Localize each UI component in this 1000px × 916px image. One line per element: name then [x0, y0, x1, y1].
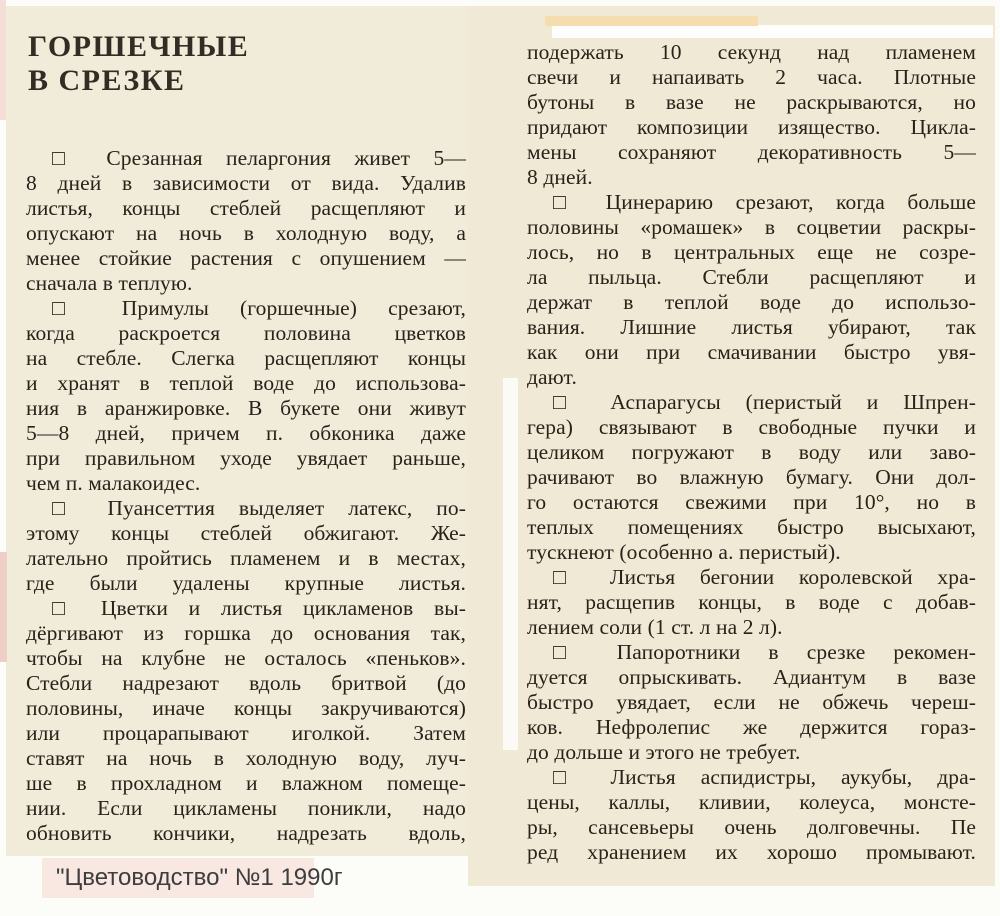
text-line: чем п. малакоидес.: [26, 471, 201, 495]
text-line: дают.: [527, 365, 577, 389]
text-line: свечи и напаивать 2 часа. Плотные: [527, 65, 976, 89]
text-line: □ Пуансеттия выделяет латекс, по-: [52, 496, 466, 520]
text-line: тускнеют (особенно а. перистый).: [527, 540, 841, 564]
text-line: вания. Лишние листья убирают, так: [527, 315, 976, 339]
paragraph: [527, 640, 976, 765]
text-line: когда раскроется половина цветков: [26, 321, 466, 345]
text-line: ставят на ночь в холодную воду, луч-: [26, 746, 466, 770]
peach-scan-band: [545, 16, 758, 26]
text-line: лательно пройтись пламенем и в местах,: [26, 546, 466, 570]
text-line: половины, иначе концы закручиваются): [26, 696, 466, 720]
text-line: листья, концы стеблей расщепляют и: [26, 196, 466, 220]
text-line: 8 дней в зависимости от вида. Удалив: [26, 171, 466, 195]
paragraph: [527, 190, 976, 390]
text-line: дуется опрыскивать. Адиантум в вазе: [527, 665, 976, 689]
text-line: придают композиции изящество. Цикла-: [527, 115, 976, 139]
paragraph: [26, 296, 466, 496]
text-line: чтобы на клубне не осталось «пеньков».: [26, 646, 466, 670]
text-line: и хранят в теплой воде до использова-: [26, 371, 466, 395]
text-line: теплых помещениях быстро высыхают,: [527, 515, 976, 539]
text-line: □ Листья аспидистры, аукубы, дра-: [553, 765, 976, 789]
text-line: □ Цинерарию срезают, когда больше: [553, 190, 976, 214]
text-line: □ Цветки и листья цикламенов вы-: [52, 596, 466, 620]
text-line: этому концы стеблей обжигают. Же-: [26, 521, 466, 545]
text-line: ла пыльца. Стебли расщепляют и: [527, 265, 976, 289]
paragraph: [527, 765, 976, 865]
text-line: □ Примулы (горшечные) срезают,: [52, 296, 466, 320]
text-line: на стебле. Слегка расщепляют концы: [26, 346, 466, 370]
paragraph: [26, 596, 466, 846]
text-line: менее стойкие растения с опушением —: [26, 246, 466, 270]
text-line: как они при смачивании быстро увя-: [527, 340, 976, 364]
paragraph: [527, 565, 976, 640]
text-column-left: [26, 146, 466, 846]
article-title-line-2: В СРЕЗКЕ: [28, 64, 186, 97]
text-line: где были удалены крупные листья.: [26, 571, 466, 595]
paragraph: [26, 146, 466, 296]
text-line: го остаются свежими при 10°, но в: [527, 490, 976, 514]
text-line: мены сохраняют декоративность 5—: [527, 140, 976, 164]
text-line: при правильном уходе увядает раньше,: [26, 446, 466, 470]
text-line: □ Аспарагусы (перистый и Шпрен-: [553, 390, 976, 414]
article-title: [28, 30, 448, 98]
white-scan-band: [552, 25, 993, 38]
text-line: гера) связывают в свободные пучки и: [527, 415, 976, 439]
paragraph: [527, 40, 976, 190]
text-line: обновить кончики, надрезать вдоль,: [26, 821, 466, 845]
text-line: или процарапывают иголкой. Затем: [26, 721, 466, 745]
text-line: □ Папоротники в срезке рекомен-: [553, 640, 976, 664]
text-line: сначала в теплую.: [26, 271, 193, 295]
text-line: до дольше и этого не требует.: [527, 740, 801, 764]
text-line: целиком погружают в воду или заво-: [527, 440, 976, 464]
text-line: подержать 10 секунд над пламенем: [527, 40, 976, 64]
article-title-line-1: ГОРШЕЧНЫЕ: [28, 30, 250, 63]
text-line: □ Листья бегонии королевской хра-: [553, 565, 976, 589]
text-line: ред хранением их хорошо промывают.: [527, 840, 976, 864]
paragraph: [26, 496, 466, 596]
text-line: 5—8 дней, причем п. обконика даже: [26, 421, 466, 445]
source-caption-band: [42, 858, 343, 898]
text-line: опускают на ночь в холодную воду, а: [26, 221, 466, 245]
text-line: цены, каллы, кливии, колеуса, монсте-: [527, 790, 976, 814]
text-line: нии. Если цикламены поникли, надо: [26, 796, 466, 820]
text-line: дёргивают из горшка до основания так,: [26, 621, 466, 645]
text-line: рачивают во влажную бумагу. Они дол-: [527, 465, 976, 489]
text-line: бутоны в вазе не раскрываются, но: [527, 90, 976, 114]
text-line: лось, но в центральных еще не созре-: [527, 240, 976, 264]
text-line: лением соли (1 ст. л на 2 л).: [527, 615, 783, 639]
column-gap-seam: [503, 378, 518, 750]
text-line: быстро увядает, если не обжечь череш-: [527, 690, 976, 714]
text-line: Стебли надрезают вдоль бритвой (до: [26, 671, 466, 695]
text-line: ше в прохладном и влажном помеще-: [26, 771, 466, 795]
text-line: держат в теплой воде до использо-: [527, 290, 976, 314]
source-caption-text: "Цветоводство" №1 1990г: [56, 864, 343, 891]
text-line: нят, расщепив концы, в воде с добав-: [527, 590, 976, 614]
text-line: □ Срезанная пеларгония живет 5—: [52, 146, 466, 170]
text-line: ков. Нефролепис же держится гораз-: [527, 715, 976, 739]
text-line: 8 дней.: [527, 165, 593, 189]
text-line: ры, сансевьеры очень долговечны. Пе: [527, 815, 976, 839]
pink-edge-strip: [0, 552, 7, 662]
pink-edge-strip-top: [0, 0, 6, 120]
text-line: половины «ромашек» в соцветии раскры-: [527, 215, 976, 239]
text-line: ния в аранжировке. В букете они живут: [26, 396, 466, 420]
text-column-right: [527, 40, 976, 865]
paragraph: [527, 390, 976, 565]
